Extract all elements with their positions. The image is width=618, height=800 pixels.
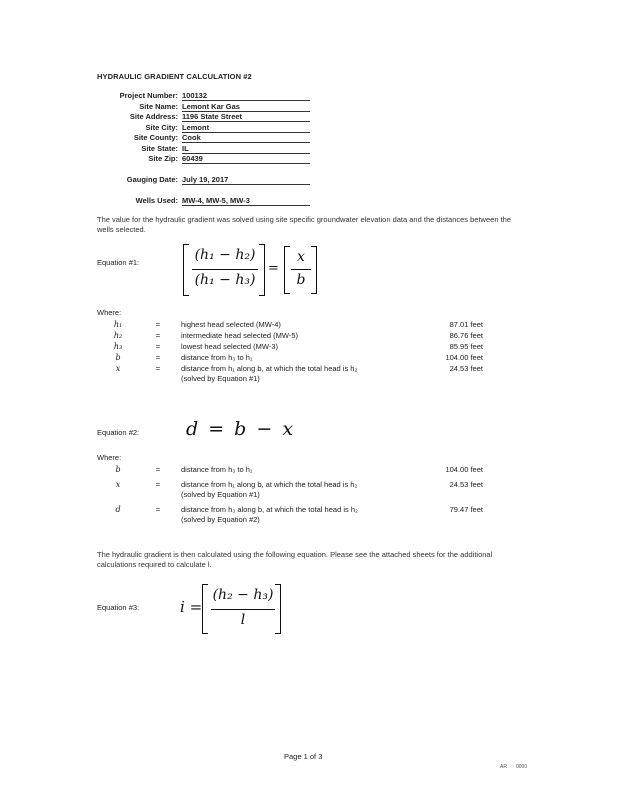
variable-description: distance from h₃ along b, at which the total head is h₂ (181, 505, 358, 514)
equals-sign: = (155, 320, 161, 329)
variable-description: lowest head selected (MW-3) (181, 342, 278, 351)
equals-sign: = (155, 364, 161, 373)
equals-sign: = (155, 465, 161, 474)
variable-note: (solved by Equation #2) (181, 515, 260, 524)
where-1-label: Where: (97, 308, 122, 317)
variable-description: distance from h₁ along b, at which the total head is h₂ (181, 480, 358, 489)
variable-value: 24.53 feet (449, 364, 483, 373)
variable-value: 85.95 feet (449, 342, 483, 351)
equation-1-label: Equation #1: (97, 258, 140, 267)
variable-value: 104.00 feet (445, 353, 483, 362)
variable-description: distance from h₃ to h₁ (181, 353, 253, 362)
project-field-label: Site City: (145, 122, 178, 132)
equation-1 (183, 244, 323, 296)
eq1-numerator: (h₁ − h₂) (194, 247, 256, 263)
gauging-date-label: Gauging Date: (126, 175, 178, 184)
where-2-label: Where: (97, 453, 122, 462)
project-field-value: 100132 (182, 91, 310, 101)
variable-description: distance from h₃ to h₁ (181, 465, 253, 474)
variable-symbol: h₃ (113, 342, 123, 351)
project-field-label: Site County: (133, 133, 178, 142)
project-field-value: 60439 (182, 154, 310, 164)
project-field-value: Lemont (182, 123, 310, 133)
equation-2: d = b − x (186, 418, 296, 440)
equals-sign: = (155, 505, 161, 514)
equals-sign: = (155, 353, 161, 362)
page-title: HYDRAULIC GRADIENT CALCULATION #2 (97, 72, 252, 81)
variable-description: highest head selected (MW-4) (181, 320, 281, 329)
variable-symbol: d (115, 505, 121, 514)
variable-note: (solved by Equation #1) (181, 490, 260, 499)
project-field-label: Site Zip: (148, 154, 178, 163)
page-number: Page 1 of 3 (284, 752, 323, 761)
equation-2-label: Equation #2: (97, 428, 140, 437)
project-field-label: Project Number: (119, 91, 178, 100)
outro-paragraph: The hydraulic gradient is then calculated using the following equation. Please see the attached sheets for the additional calculations required to calculate l. (97, 550, 493, 569)
variable-value: 104.00 feet (445, 465, 483, 474)
intro-paragraph: The value for the hydraulic gradient was solved using site specific groundwater elevation data and the distances between the wells selected. (97, 215, 512, 234)
equals-sign: = (155, 342, 161, 351)
eq3-numerator: (h₂ − h₃) (212, 587, 274, 603)
ar-stamp: AR (500, 764, 507, 770)
project-field-label: Site Name: (139, 101, 178, 111)
eq1-x: x (297, 249, 305, 265)
variable-symbol: b (115, 465, 121, 474)
equation-3-label: Equation #3: (97, 603, 140, 612)
variable-symbol: x (115, 364, 121, 373)
variable-value: 87.01 feet (449, 320, 483, 329)
eq3-lhs: i = (180, 598, 203, 616)
project-field-label: Site State: (141, 143, 178, 153)
eq1-denominator: (h₁ − h₃) (194, 272, 256, 288)
variable-description: intermediate head selected (MW-5) (181, 331, 298, 340)
ar-code: 0000 (516, 764, 528, 770)
eq3-denominator: l (240, 612, 246, 628)
project-field-value: 1196 State Street (182, 112, 310, 122)
project-field-label: Site Address: (129, 112, 178, 121)
wells-used-label: Wells Used: (135, 196, 178, 205)
variable-value: 79.47 feet (449, 505, 483, 514)
variable-symbol: h₂ (113, 331, 123, 340)
equals-sign: = (155, 331, 161, 340)
equals-sign: = (155, 480, 161, 489)
variable-symbol: b (115, 353, 121, 362)
project-field-value: Cook (182, 133, 310, 143)
wells-used-value: MW-4, MW-5, MW-3 (182, 196, 310, 206)
variable-value: 24.53 feet (449, 480, 483, 489)
gauging-date-value: July 19, 2017 (182, 175, 310, 185)
project-field-value: Lemont Kar Gas (182, 102, 310, 112)
variable-value: 86.76 feet (449, 331, 483, 340)
variable-symbol: h₁ (113, 320, 123, 329)
variable-symbol: x (115, 480, 121, 489)
eq1-equals: = (268, 261, 279, 276)
variable-note: (solved by Equation #1) (181, 374, 260, 383)
project-field-value: IL (182, 144, 310, 154)
equation-3 (202, 584, 282, 634)
variable-description: distance from h₁ along b, at which the total head is h₂ (181, 364, 358, 373)
eq1-b: b (296, 272, 306, 288)
